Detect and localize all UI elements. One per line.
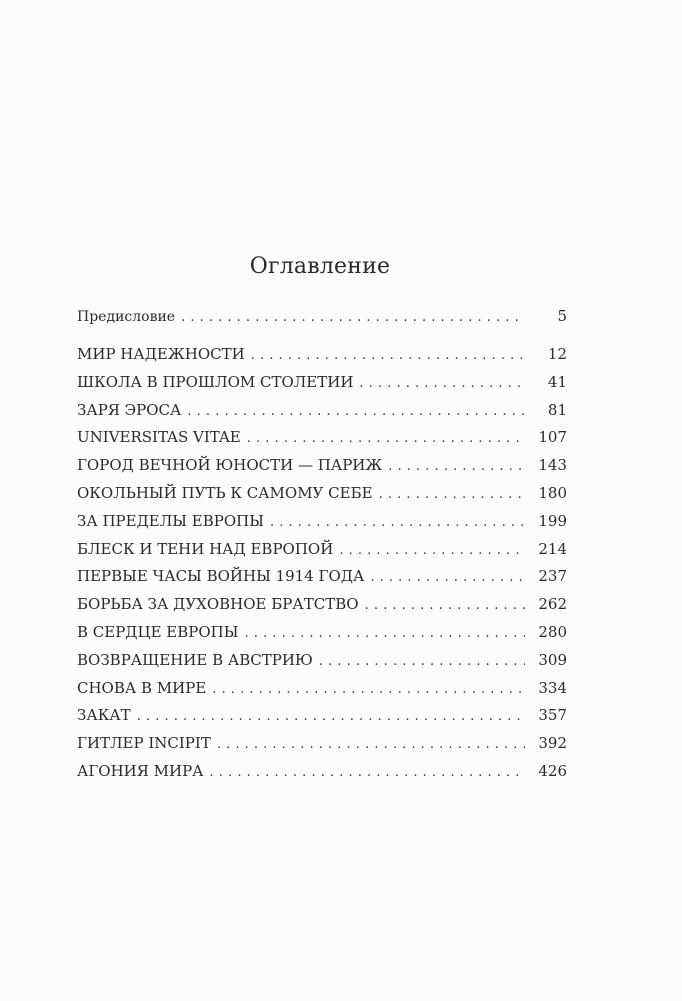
toc-entry[interactable] — [77, 679, 567, 703]
toc-entry-title: ГИТЛЕР INCIPIT — [77, 734, 211, 753]
toc-entry-title: ПЕРВЫЕ ЧАСЫ ВОЙНЫ 1914 ГОДА — [77, 567, 365, 586]
toc-entry-title: БЛЕСК И ТЕНИ НАД ЕВРОПОЙ — [77, 539, 334, 558]
toc-entry-title: UNIVERSITAS VITAE — [77, 428, 241, 447]
toc-entry-title: ШКОЛА В ПРОШЛОМ СТОЛЕТИИ — [77, 372, 354, 391]
toc-entry[interactable] — [77, 567, 567, 591]
toc-entry-title: ЗА ПРЕДЕЛЫ ЕВРОПЫ — [77, 511, 264, 530]
toc-entry-page: 237 — [538, 567, 567, 586]
toc-entry-title: Предисловие — [77, 309, 176, 325]
toc-entry-page: 214 — [538, 539, 567, 558]
toc-entry-page: 392 — [538, 734, 567, 753]
dot-leader — [251, 348, 525, 363]
toc-entry[interactable] — [77, 373, 567, 397]
dot-leader — [217, 737, 525, 752]
dot-leader — [270, 515, 525, 530]
toc-entry[interactable] — [77, 595, 567, 619]
toc-entry[interactable] — [77, 512, 567, 536]
toc-entry-page: 262 — [538, 595, 567, 614]
toc-entry-page: 180 — [538, 484, 567, 502]
toc-entry-title: СНОВА В МИРЕ — [77, 678, 207, 697]
toc-entry[interactable] — [77, 456, 567, 480]
toc-entry-page: 309 — [538, 650, 567, 669]
dot-leader — [212, 682, 525, 697]
toc-entry-title: ЗАРЯ ЭРОСА — [77, 400, 182, 419]
toc-entry-page: 426 — [538, 762, 567, 780]
toc-entry-title: АГОНИЯ МИРА — [77, 762, 204, 780]
toc-entry-page: 357 — [538, 706, 567, 725]
toc-entry[interactable] — [77, 484, 567, 508]
dot-leader — [379, 487, 525, 502]
toc-entry-title: ОКОЛЬНЫЙ ПУТЬ К САМОМУ СЕБЕ — [77, 484, 373, 502]
dot-leader — [339, 543, 525, 558]
toc-entry[interactable] — [77, 734, 567, 758]
toc-entry[interactable] — [77, 651, 567, 675]
dot-leader — [388, 459, 525, 474]
dot-leader — [245, 626, 525, 641]
page-title: Оглавление — [249, 254, 391, 279]
toc-entry-title: ГОРОД ВЕЧНОЙ ЮНОСТИ — ПАРИЖ — [77, 456, 383, 475]
toc-entry-page: 334 — [538, 678, 567, 697]
toc-entry[interactable] — [77, 428, 567, 452]
toc-entry-page: 12 — [547, 345, 567, 363]
dot-leader — [365, 598, 525, 613]
toc-entry-title: МИР НАДЕЖНОСТИ — [77, 345, 245, 363]
toc-entry[interactable] — [77, 540, 567, 564]
toc-entry[interactable] — [77, 307, 567, 331]
dot-leader — [319, 654, 525, 669]
dot-leader — [359, 376, 525, 391]
toc-entry-page: 280 — [538, 623, 567, 641]
dot-leader — [210, 765, 525, 780]
toc-entry[interactable] — [77, 345, 567, 369]
toc-entry-page: 5 — [557, 307, 567, 325]
toc-entry-page: 81 — [547, 400, 567, 419]
toc-entry[interactable] — [77, 706, 567, 730]
toc-entry-page: 143 — [538, 456, 567, 475]
toc-entry-title: БОРЬБА ЗА ДУХОВНОЕ БРАТСТВО — [77, 595, 359, 614]
toc-entry-title: В СЕРДЦЕ ЕВРОПЫ — [77, 623, 239, 641]
toc-entry-page: 107 — [538, 428, 567, 447]
toc-entry-title: ЗАКАТ — [77, 706, 131, 725]
dot-leader — [370, 570, 525, 585]
toc-entry-page: 41 — [547, 372, 567, 391]
toc-entry-page: 199 — [538, 511, 567, 530]
toc-entry[interactable] — [77, 401, 567, 425]
dot-leader — [137, 709, 525, 724]
toc-entry[interactable] — [77, 623, 567, 647]
dot-leader — [181, 310, 525, 325]
dot-leader — [247, 431, 525, 446]
toc-entry[interactable] — [77, 762, 567, 786]
dot-leader — [187, 404, 525, 419]
toc-entry-title: ВОЗВРАЩЕНИЕ В АВСТРИЮ — [77, 650, 313, 669]
